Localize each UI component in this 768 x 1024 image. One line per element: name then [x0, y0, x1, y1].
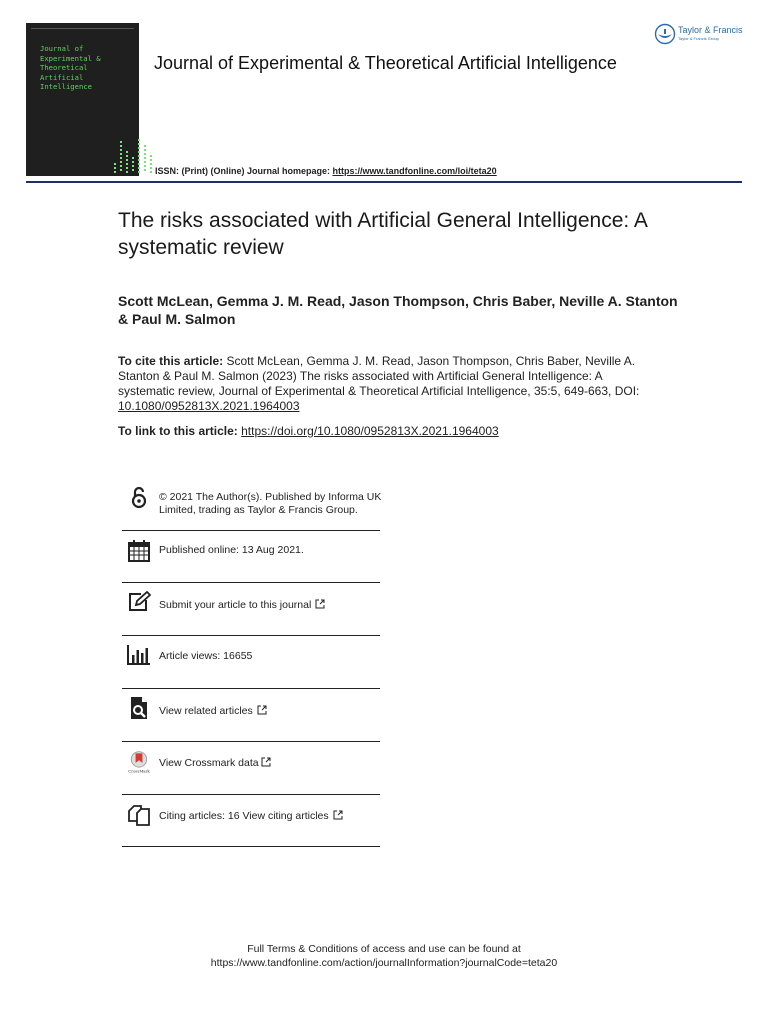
citation-block	[118, 354, 648, 414]
related-label: View related articles	[159, 705, 253, 717]
external-link-icon	[257, 705, 267, 715]
cover-dot	[126, 155, 128, 157]
publisher-name: Taylor & Francis	[678, 25, 743, 35]
submit-label: Submit your article to this journal	[159, 599, 312, 611]
cover-dot	[132, 161, 134, 163]
issn-label: ISSN: (Print) (Online) Journal homepage:	[155, 166, 333, 176]
cite-text: Scott McLean, Gemma J. M. Read, Jason Thompson, Chris Baber, Neville A. Stanton & Paul M. Salmon (2023) The risks associated with Artificial General Intelligence: A systematic review, Journal of Experimental & Theoretical Artificial Intelligence, 35:5, 649-663, DOI:	[118, 354, 640, 398]
cover-dot	[144, 145, 146, 147]
row-divider	[122, 846, 380, 847]
cover-rule	[31, 28, 134, 29]
citing-articles-link[interactable]	[159, 810, 383, 823]
crossmark-logo-text: CrossMark	[128, 768, 150, 774]
cover-dot	[120, 141, 122, 143]
edit-icon	[127, 590, 151, 614]
calendar-icon	[127, 539, 151, 563]
cover-dot	[144, 157, 146, 159]
cover-dot	[138, 163, 140, 165]
issn-line	[155, 166, 497, 176]
cover-dot	[144, 153, 146, 155]
row-divider	[122, 794, 380, 795]
related-row[interactable]	[122, 696, 380, 744]
copyright-row	[122, 484, 380, 532]
cover-dot	[150, 167, 152, 169]
citing-row[interactable]	[122, 802, 380, 850]
row-divider	[122, 741, 380, 742]
cover-dot	[144, 165, 146, 167]
taylor-francis-icon	[654, 23, 676, 45]
row-divider	[122, 688, 380, 689]
views-row	[122, 643, 380, 691]
author-list: Scott McLean, Gemma J. M. Read, Jason Thompson, Chris Baber, Neville A. Stanton & Paul M. Salmon	[118, 293, 678, 327]
terms-text: Full Terms & Conditions of access and use can be found at	[247, 943, 521, 955]
cover-dot	[138, 167, 140, 169]
crossmark-icon	[127, 750, 151, 774]
external-link-icon	[315, 599, 325, 609]
cite-doi-link[interactable]: 10.1080/0952813X.2021.1964003	[118, 399, 300, 413]
row-divider	[122, 530, 380, 531]
cover-dot	[120, 169, 122, 171]
cover-dot	[150, 171, 152, 173]
cover-dot	[126, 171, 128, 173]
copyright-text: © 2021 The Author(s). Published by Informa UK Limited, trading as Taylor & Francis Group.	[159, 491, 382, 516]
cover-dot-pattern	[114, 131, 158, 173]
published-row	[122, 536, 380, 584]
cover-dot	[126, 167, 128, 169]
article-title: The risks associated with Artificial General Intelligence: A systematic review	[118, 209, 647, 259]
published-date: Published online: 13 Aug 2021.	[159, 544, 304, 556]
cover-dot	[138, 143, 140, 145]
cover-dot	[138, 159, 140, 161]
header-divider	[26, 181, 742, 183]
publisher-group: Taylor & Francis Group	[678, 36, 719, 41]
cover-dot	[120, 161, 122, 163]
cover-dot	[114, 171, 116, 173]
cover-dot	[120, 157, 122, 159]
cover-dot	[138, 171, 140, 173]
cover-dot	[144, 161, 146, 163]
bar-chart-icon	[127, 643, 151, 667]
crossmark-row[interactable]	[122, 749, 380, 797]
link-label: To link to this article:	[118, 424, 242, 438]
row-divider	[122, 635, 380, 636]
cover-dot	[120, 153, 122, 155]
external-link-icon	[261, 757, 271, 767]
publisher-logo[interactable]	[654, 22, 750, 46]
cover-dot	[138, 155, 140, 157]
crossmark-label: View Crossmark data	[159, 757, 259, 769]
journal-homepage-link[interactable]: https://www.tandfonline.com/loi/teta20	[332, 166, 497, 176]
cover-dot	[138, 147, 140, 149]
row-divider	[122, 582, 380, 583]
cover-dot	[120, 149, 122, 151]
cover-dot	[150, 159, 152, 161]
submit-article-link[interactable]	[159, 599, 383, 612]
cover-dot	[132, 169, 134, 171]
submit-row[interactable]	[122, 590, 380, 638]
cover-dot	[150, 155, 152, 157]
related-articles-icon	[127, 696, 151, 720]
cover-dot	[114, 167, 116, 169]
cite-label: To cite this article:	[118, 354, 227, 368]
cover-dot	[126, 151, 128, 153]
citing-label: Citing articles: 16 View citing articles	[159, 810, 329, 822]
cover-dot	[138, 151, 140, 153]
cover-dot	[150, 163, 152, 165]
cover-dot	[144, 149, 146, 151]
view-crossmark-link[interactable]	[159, 757, 383, 770]
article-doi-link[interactable]: https://doi.org/10.1080/0952813X.2021.1964003	[241, 424, 499, 438]
open-access-icon	[127, 486, 151, 510]
citing-articles-icon	[127, 803, 151, 827]
cover-title: Journal of Experimental & Theoretical Artificial Intelligence	[40, 44, 101, 92]
cover-dot	[132, 157, 134, 159]
cover-dot	[132, 165, 134, 167]
cover-dot	[138, 139, 140, 141]
cover-dot	[144, 169, 146, 171]
article-views: Article views: 16655	[159, 650, 253, 662]
article-link-line	[118, 424, 678, 439]
cover-dot	[114, 163, 116, 165]
external-link-icon	[333, 810, 343, 820]
terms-footer	[0, 942, 768, 970]
cover-dot	[120, 145, 122, 147]
cover-dot	[126, 159, 128, 161]
terms-url[interactable]: https://www.tandfonline.com/action/journalInformation?journalCode=teta20	[210, 957, 558, 969]
journal-title[interactable]: Journal of Experimental & Theoretical Artificial Intelligence	[154, 53, 617, 73]
cover-dot	[120, 165, 122, 167]
journal-cover	[26, 23, 139, 176]
view-related-link[interactable]	[159, 705, 383, 718]
cover-dot	[126, 163, 128, 165]
